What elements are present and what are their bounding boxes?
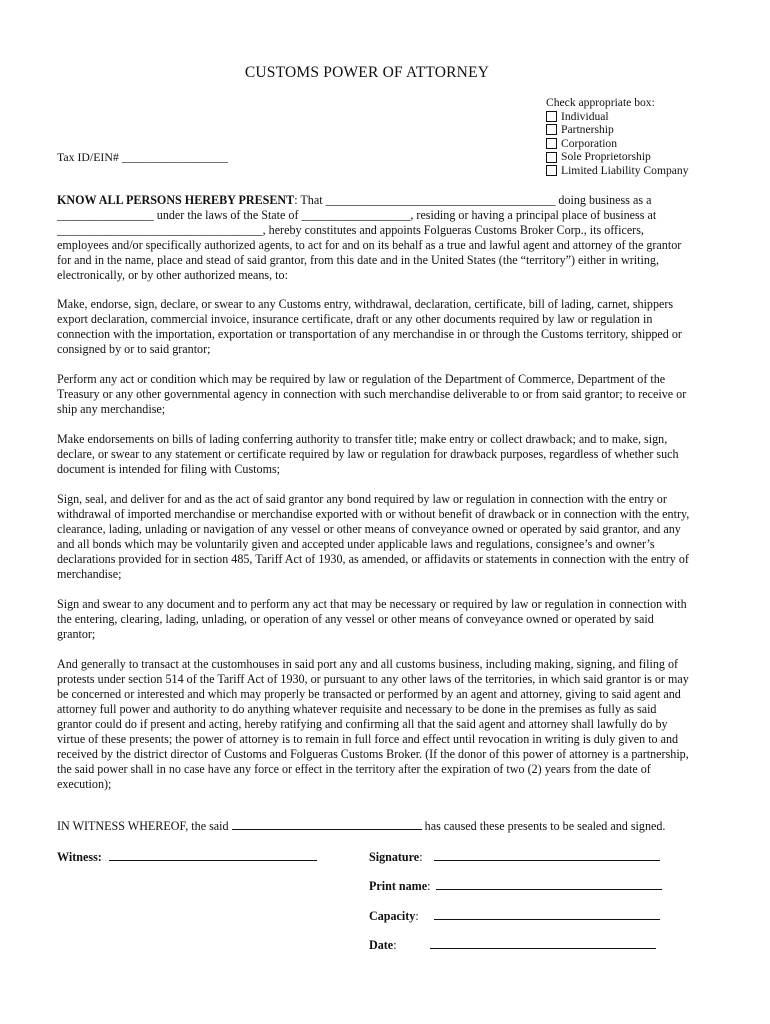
witness-clause-before: IN WITNESS WHEREOF, the said (57, 819, 229, 833)
checkbox-sole-proprietorship[interactable] (546, 150, 746, 164)
paragraph-endorsements: Make endorsements on bills of lading conferring authority to transfer title; make entry or collect drawback; and to make, sign, declare, or swear to any statement or certificate required by law or regulation for drawback purposes, regardless of whether such document is intended for filing with Customs; (57, 432, 679, 476)
know-all-paragraph (57, 193, 690, 283)
date-line[interactable] (430, 938, 656, 949)
signature-label: Signature (369, 850, 420, 864)
know-all-lead: KNOW ALL PERSONS HEREBY PRESENT (57, 193, 295, 207)
witness-signature-row (57, 850, 317, 865)
date-label: Date (369, 938, 394, 952)
witness-line[interactable] (109, 850, 317, 861)
tax-id-field (57, 150, 228, 165)
capacity-line[interactable] (434, 909, 660, 920)
checkbox-individual[interactable] (546, 110, 746, 124)
checkbox-label: Limited Liability Company (561, 163, 689, 177)
checkbox-llc[interactable] (546, 164, 746, 178)
witness-clause (57, 819, 697, 834)
print-name-row: Print name: (369, 879, 662, 894)
checkbox-partnership[interactable] (546, 123, 746, 137)
signature-row: Signature: (369, 850, 660, 865)
checkbox-icon[interactable] (546, 111, 557, 122)
document-title: CUSTOMS POWER OF ATTORNEY (244, 64, 490, 81)
date-row: Date: (369, 938, 656, 953)
print-name-label: Print name (369, 879, 428, 893)
paragraph-general: And generally to transact at the customhouses in said port any and all customs business, including making, signing, and filing of protests under section 514 of the Tariff Act of 1930, or pursuant to any other laws of the territories, in which said grantor is or may be concerned or interested and which may properly be transacted or performed by an agent and attorney, giving to said agent and attorney full power and authority to do anything whatever requisite and necessary to be done in the premises as fully as said grantor could do if present and acting, hereby ratifying and confirming all that the said agent and attorney shall lawfully do by virtue of these presents; the power of attorney is to remain in full force and effect until revocation in writing is duly given to and received by the district director of Customs and Folgueras Customs Broker. (If the donor of this power of attorney is a partnership, the said power shall in no case have any force or effect in the territory after the expiration of two (2) years from the date of execution); (57, 657, 689, 791)
checklist-heading: Check appropriate box: (546, 96, 655, 109)
grantor-name-line[interactable] (232, 819, 422, 830)
capacity-row: Capacity: (369, 909, 660, 924)
paragraph-customs-entry: Make, endorse, sign, declare, or swear to any Customs entry, withdrawal, declaration, certificate, bill of lading, carnet, shippers export declaration, commercial invoice, insurance certificate, draft or any other documents required by law or regulation in connection with the importation, exportation or transportation of any merchandise in or through the Customs territory, shipped or consigned by or to said grantor; (57, 297, 682, 356)
witness-clause-after: has caused these presents to be sealed and signed. (424, 819, 666, 833)
know-all-text: : That ______________________________________ doing business as a ________________ under the laws of the State of __________________, residing or having a principal place of business at __________________________________, hereby constitutes and appoints Folgueras Customs Broker Corp., its officers, employees and/or specifically authorized agents, to act for and on its behalf as a true and lawful agent and attorney of the grantor for and in the name, place and stead of said grantor, from this date and in the United States (the “territory”) either in writing, electronically, or by other authorized means, to: (57, 193, 682, 282)
tax-id-blank[interactable]: __________________ (121, 150, 228, 164)
print-name-line[interactable] (436, 879, 662, 890)
entity-type-checklist (546, 96, 746, 178)
tax-id-label: Tax ID/EIN# (57, 150, 119, 164)
witness-label: Witness: (57, 850, 102, 864)
document-body (57, 193, 690, 807)
checkbox-label: Corporation (561, 136, 618, 150)
checkbox-corporation[interactable] (546, 137, 746, 151)
checkbox-icon[interactable] (546, 138, 557, 149)
capacity-label: Capacity (369, 909, 416, 923)
paragraph-vessel: Sign and swear to any document and to perform any act that may be necessary or required by law or regulation in connection with the entering, clearing, lading, unlading, or operation of any vessel or other means of conveyance owned or operated by said grantor; (57, 597, 687, 641)
paragraph-bonds: Sign, seal, and deliver for and as the act of said grantor any bond required by law or regulation in connection with the entry or withdrawal of imported merchandise or merchandise exported with or without benefit of drawback or in connection with the entry, clearance, lading, unlading or navigation of any vessel or other means of conveyance owned or operated by said grantor, and any and all bonds which may be voluntarily given and accepted under applicable laws and regulations, consignee’s and owner’s declarations provided for in section 485, Tariff Act of 1930, as amended, or affidavits or statements in connection with the entry of merchandise; (57, 492, 690, 581)
checkbox-label: Individual (561, 109, 609, 123)
paragraph-perform-act: Perform any act or condition which may be required by law or regulation of the Department of Commerce, Department of the Treasury or any other governmental agency in connection with such merchandise deliverable to or from said grantor; to receive or ship any merchandise; (57, 372, 687, 416)
checkbox-label: Partnership (561, 123, 614, 137)
checkbox-icon[interactable] (546, 165, 557, 176)
signature-line[interactable] (434, 850, 660, 861)
checkbox-label: Sole Proprietorship (561, 150, 651, 164)
checkbox-icon[interactable] (546, 152, 557, 163)
checkbox-icon[interactable] (546, 124, 557, 135)
